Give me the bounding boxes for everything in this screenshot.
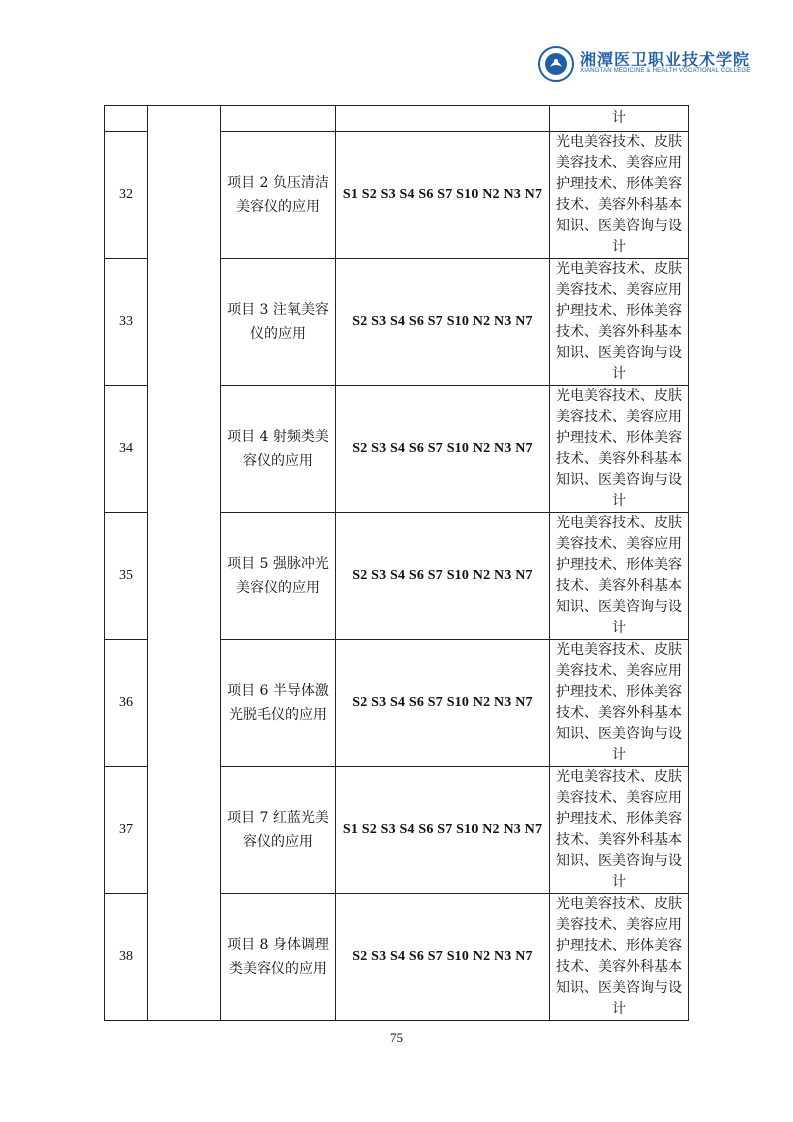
project-line: 项目 5 强脉冲光	[227, 556, 329, 572]
course-line: 技术、美容外科基本	[556, 832, 682, 848]
course-line: 计	[612, 747, 626, 763]
row-number: 33	[105, 259, 148, 386]
row-number: 36	[105, 640, 148, 767]
course-line: 美容技术、美容应用	[556, 663, 682, 679]
row-number: 37	[105, 767, 148, 894]
course-line: 光电美容技术、皮肤	[556, 642, 682, 658]
course-line: 知识、医美咨询与设	[556, 726, 682, 742]
project-line: 项目 7 红蓝光美	[227, 810, 329, 826]
course-cell	[550, 132, 689, 259]
course-cell	[550, 894, 689, 1021]
course-line: 护理技术、形体美容	[556, 430, 682, 446]
college-name-cn: 湘潭医卫职业技术学院	[580, 50, 751, 69]
course-cell	[550, 640, 689, 767]
course-line: 光电美容技术、皮肤	[556, 769, 682, 785]
course-line: 技术、美容外科基本	[556, 451, 682, 467]
project-line: 项目 6 半导体激	[227, 683, 329, 699]
course-line: 知识、医美咨询与设	[556, 980, 682, 996]
course-cell	[550, 513, 689, 640]
project-line: 仪的应用	[250, 326, 306, 342]
course-line: 光电美容技术、皮肤	[556, 134, 682, 150]
course-line: 知识、医美咨询与设	[556, 218, 682, 234]
codes-cell: S1 S2 S3 S4 S6 S7 S10 N2 N3 N7	[336, 132, 550, 259]
category-cell	[148, 106, 221, 1021]
table-row	[105, 106, 689, 132]
course-line: 计	[612, 620, 626, 636]
course-line: 知识、医美咨询与设	[556, 853, 682, 869]
college-name-en: XIANGTAN MEDICINE & HEALTH VOCATIONAL COLLEGE	[580, 68, 751, 74]
course-line: 计	[612, 493, 626, 509]
row-number: 32	[105, 132, 148, 259]
course-line: 护理技术、形体美容	[556, 938, 682, 954]
course-cell	[550, 767, 689, 894]
course-line: 知识、医美咨询与设	[556, 599, 682, 615]
course-line: 美容技术、美容应用	[556, 917, 682, 933]
course-line: 知识、医美咨询与设	[556, 345, 682, 361]
page-number: 75	[390, 1030, 403, 1045]
codes-cell: S2 S3 S4 S6 S7 S10 N2 N3 N7	[336, 513, 550, 640]
codes-cell: S1 S2 S3 S4 S6 S7 S10 N2 N3 N7	[336, 767, 550, 894]
row-number: 38	[105, 894, 148, 1021]
project-line: 项目 2 负压清洁	[227, 175, 329, 191]
course-line: 美容技术、美容应用	[556, 155, 682, 171]
course-line: 光电美容技术、皮肤	[556, 515, 682, 531]
project-line: 美容仪的应用	[236, 580, 320, 596]
course-line: 美容技术、美容应用	[556, 536, 682, 552]
project-cell	[221, 640, 336, 767]
codes-cell: S2 S3 S4 S6 S7 S10 N2 N3 N7	[336, 386, 550, 513]
course-line: 护理技术、形体美容	[556, 811, 682, 827]
project-cell	[221, 767, 336, 894]
course-cell	[550, 259, 689, 386]
project-cell	[221, 386, 336, 513]
project-cell	[221, 132, 336, 259]
course-line: 计	[612, 239, 626, 255]
row-number: 35	[105, 513, 148, 640]
project-line: 项目 3 注氧美容	[227, 302, 329, 318]
project-cell	[221, 894, 336, 1021]
course-line: 护理技术、形体美容	[556, 303, 682, 319]
course-line: 美容技术、美容应用	[556, 409, 682, 425]
course-cell: 计	[550, 106, 689, 132]
project-line: 光脱毛仪的应用	[229, 707, 327, 723]
project-line: 项目 4 射频类美	[227, 429, 329, 445]
course-line: 护理技术、形体美容	[556, 176, 682, 192]
course-line: 计	[612, 366, 626, 382]
course-line: 美容技术、美容应用	[556, 790, 682, 806]
project-cell	[221, 513, 336, 640]
project-line: 容仪的应用	[243, 453, 313, 469]
codes-cell: S2 S3 S4 S6 S7 S10 N2 N3 N7	[336, 894, 550, 1021]
course-line: 护理技术、形体美容	[556, 684, 682, 700]
course-line: 技术、美容外科基本	[556, 959, 682, 975]
curriculum-table	[104, 105, 689, 1021]
course-cell	[550, 386, 689, 513]
course-line: 光电美容技术、皮肤	[556, 261, 682, 277]
project-cell	[221, 259, 336, 386]
project-line: 容仪的应用	[243, 834, 313, 850]
codes-cell: S2 S3 S4 S6 S7 S10 N2 N3 N7	[336, 259, 550, 386]
course-line: 光电美容技术、皮肤	[556, 896, 682, 912]
course-line: 技术、美容外科基本	[556, 197, 682, 213]
project-line: 类美容仪的应用	[229, 961, 327, 977]
course-line: 技术、美容外科基本	[556, 705, 682, 721]
course-line: 护理技术、形体美容	[556, 557, 682, 573]
project-line: 美容仪的应用	[236, 199, 320, 215]
course-line: 光电美容技术、皮肤	[556, 388, 682, 404]
course-line: 计	[612, 1001, 626, 1017]
row-number: 34	[105, 386, 148, 513]
college-emblem-icon	[538, 46, 574, 82]
course-line: 知识、医美咨询与设	[556, 472, 682, 488]
course-line: 计	[612, 874, 626, 890]
codes-cell: S2 S3 S4 S6 S7 S10 N2 N3 N7	[336, 640, 550, 767]
course-line: 技术、美容外科基本	[556, 578, 682, 594]
project-line: 项目 8 身体调理	[227, 937, 329, 953]
college-logo	[538, 44, 778, 84]
course-line: 美容技术、美容应用	[556, 282, 682, 298]
course-line: 技术、美容外科基本	[556, 324, 682, 340]
